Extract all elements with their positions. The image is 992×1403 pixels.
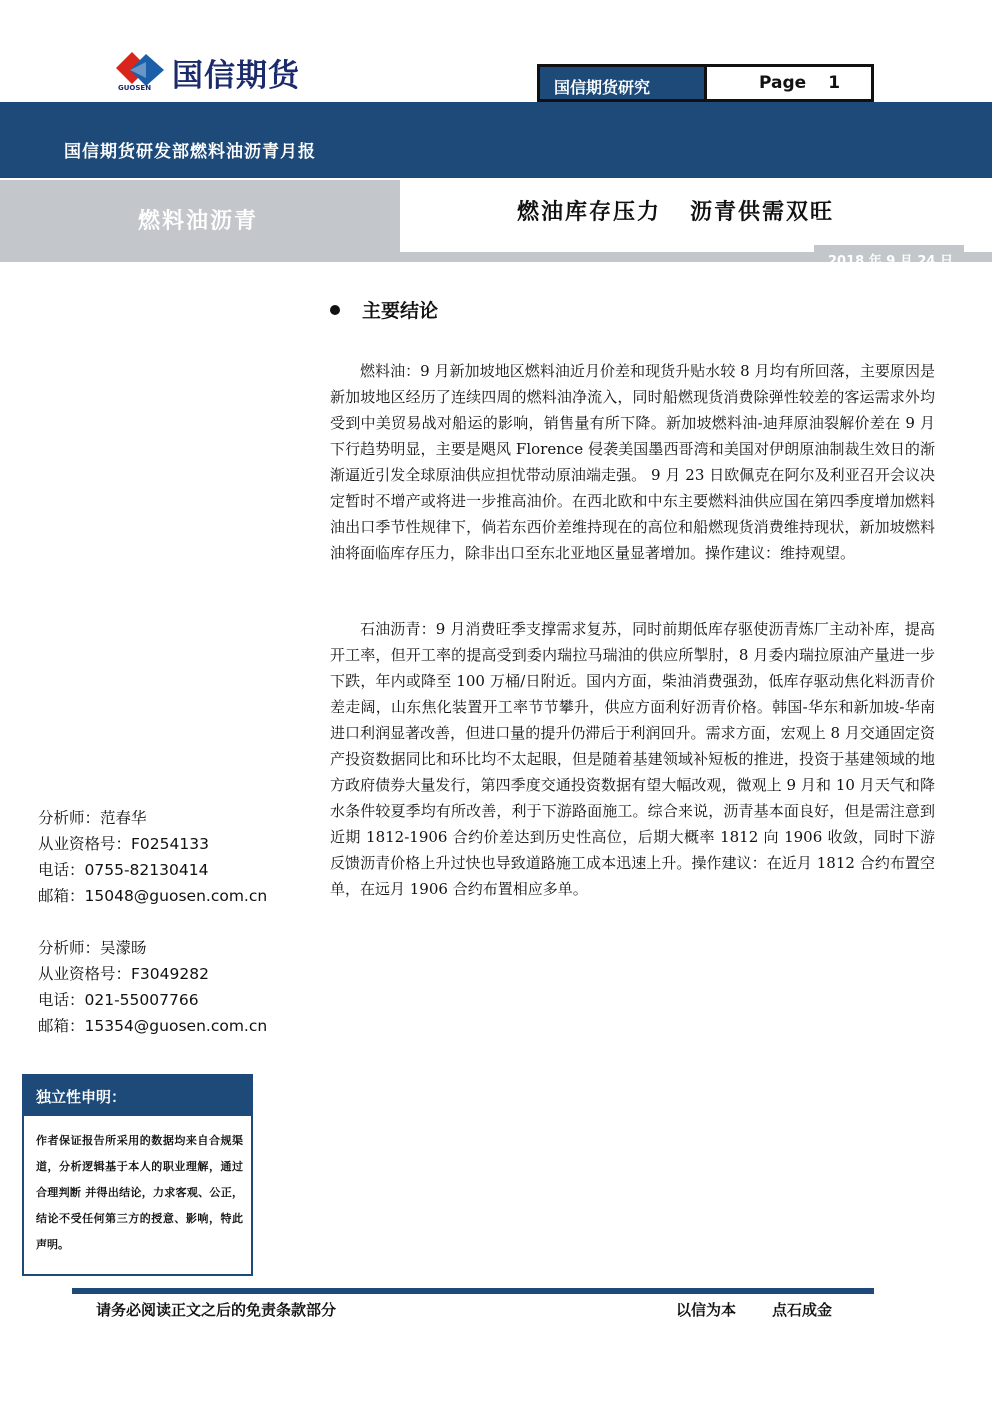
analyst-license: 从业资格号：F0254133 xyxy=(38,835,209,853)
analyst-card xyxy=(38,805,267,909)
independence-declaration xyxy=(22,1074,253,1276)
report-series-title: 国信期货研发部燃料油沥青月报 xyxy=(64,142,316,162)
research-label-box xyxy=(537,64,706,102)
logo-caption: GUOSEN xyxy=(118,84,152,92)
page-label: Page xyxy=(759,73,807,93)
analyst-email: 邮箱：15048@guosen.com.cn xyxy=(38,887,268,905)
paragraph-fuel-oil: 燃料油：9 月新加坡地区燃料油近月价差和现货升贴水较 8 月均有所回落，主要原因是新加坡地区经历了连续四周的燃料油净流入，同时船燃现货消费除弹性较差的客运需求外均受到中美贸易战对船运的影响，销售量有所下降。新加坡燃料油-迪拜原油裂解价差在 9 月下行趋势明显，主要是飓风 Florence 侵袭美国墨西哥湾和美国对伊朗原油制裁生效日的渐渐逼近引发全球原油供应担忧带动原油端走强。 9 月 23 日欧佩克在阿尔及利亚召开会议决定暂时不增产或将进一步推高油价。在西北欧和中东主要燃料油供应国在第四季度增加燃料油出口季节性规律下，倘若东西价差维持现在的高位和船燃现货消费维持现状，新加坡燃料油将面临库存压力，除非出口至东北亚地区量显著增加。操作建议：维持观望。 xyxy=(330,362,935,562)
footer-motto xyxy=(676,1299,832,1320)
analyst-email: 邮箱：15354@guosen.com.cn xyxy=(38,1017,268,1035)
footer-motto-2: 点石成金 xyxy=(772,1301,833,1319)
section-heading xyxy=(330,296,438,323)
declaration-body: 作者保证报告所采用的数据均来自合规渠道，分析逻辑基于本人的职业理解，通过合理判断 并得出结论，力求客观、公正，结论不受任何第三方的授意、影响，特此声明。 xyxy=(36,1134,243,1251)
analyst-name: 分析师：吴濛旸 xyxy=(38,939,147,957)
bullet-icon xyxy=(330,305,340,315)
analyst-phone: 电话：021-55007766 xyxy=(38,991,199,1009)
category-label: 燃料油沥青 xyxy=(138,209,259,234)
analyst-license: 从业资格号：F3049282 xyxy=(38,965,209,983)
research-label: 国信期货研究 xyxy=(554,78,651,97)
company-logo xyxy=(110,44,360,96)
footer-motto-1: 以信为本 xyxy=(676,1301,737,1319)
report-date: 2018 年 9 月 24 日 xyxy=(828,254,953,269)
section-heading-text: 主要结论 xyxy=(362,300,439,322)
logo-text: 国信期货 xyxy=(172,58,300,94)
footer-disclaimer: 请务必阅读正文之后的免责条款部分 xyxy=(96,1301,337,1319)
footer-rule xyxy=(72,1288,874,1294)
page-number: 1 xyxy=(828,73,841,93)
report-main-title: 燃油库存压力 沥青供需双旺 xyxy=(517,200,834,225)
analyst-phone: 电话：0755-82130414 xyxy=(38,861,209,879)
paragraph-asphalt: 石油沥青：9 月消费旺季支撑需求复苏，同时前期低库存驱使沥青炼厂主动补库，提高开工率，但开工率的提高受到委内瑞拉马瑞油的供应所掣肘，8 月委内瑞拉原油产量进一步下跌，年内或降至 100 万桶/日附近。国内方面，柴油消费强劲，低库存驱动焦化料沥青价差走阔，山东焦化装置开工率节节攀升，供应方面利好沥青价格。韩国-华东和新加坡-华南进口利润显著改善，但进口量的提升仍滞后于利润回升。需求方面，宏观上 8 月交通固定资产投资数据同比和环比均不太起眼，但是随着基建领域补短板的推进，投资于基建领域的地方政府债券大量发行，第四季度交通投资数据有望大幅改观，微观上 9 月和 10 月天气和降水条件较夏季均有所改善，利于下游路面施工。综合来说，沥青基本面良好，但是需注意到近期 1812-1906 合约价差达到历史性高位，后期大概率 1812 向 1906 收敛，同时下游反馈沥青价格上升过快也导致道路施工成本迅速上升。操作建议：在近月 1812 合约布置空单，在远月 1906 合约布置相应多单。 xyxy=(330,620,935,898)
analyst-name: 分析师：范春华 xyxy=(38,809,147,827)
declaration-title: 独立性申明： xyxy=(24,1076,251,1116)
page-indicator xyxy=(704,64,874,102)
analyst-card xyxy=(38,935,267,1039)
